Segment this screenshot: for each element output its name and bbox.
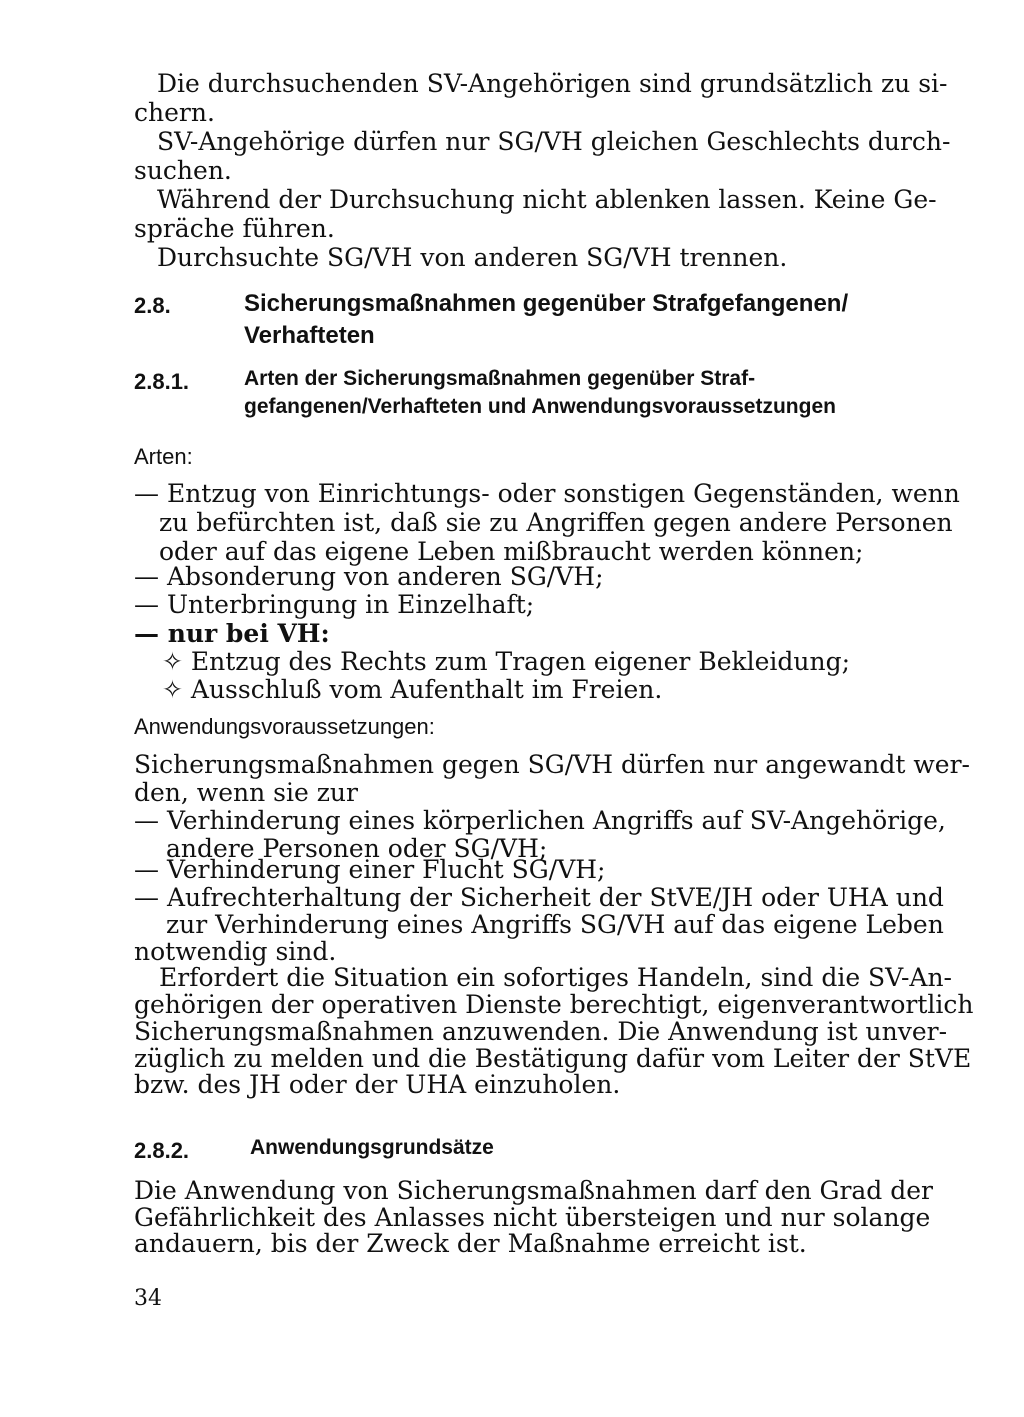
section-title-line: Arten der Sicherungsmaßnahmen gegenüber Straf- bbox=[244, 367, 756, 390]
list-item: — Entzug von Einrichtungs- oder sonstigen Gegenständen, wenn bbox=[134, 479, 960, 508]
list-item-continuation: oder auf das eigene Leben mißbraucht werden können; bbox=[159, 537, 864, 566]
text-line: spräche führen. bbox=[134, 214, 335, 243]
section-title: Anwendungsgrundsätze bbox=[250, 1136, 494, 1159]
sub-list-item: ✧ Ausschluß vom Aufenthalt im Freien. bbox=[162, 675, 663, 704]
section-title-line: Verhafteten bbox=[244, 322, 375, 349]
text-line: den, wenn sie zur bbox=[134, 778, 358, 807]
list-item-subheading: — nur bei VH: bbox=[134, 619, 330, 648]
text-line: gehörigen der operativen Dienste berechtigt, eigenverantwortlich bbox=[134, 990, 974, 1019]
text-line: notwendig sind. bbox=[134, 937, 337, 966]
list-item: — Aufrechterhaltung der Sicherheit der StVE/JH oder UHA und bbox=[134, 883, 944, 912]
text-line: andauern, bis der Zweck der Maßnahme erreicht ist. bbox=[134, 1229, 807, 1258]
text-line: Erfordert die Situation ein sofortiges Handeln, sind die SV-An- bbox=[159, 963, 952, 992]
list-item-continuation: andere Personen oder SG/VH; bbox=[166, 834, 548, 863]
text-line: Sicherungsmaßnahmen gegen SG/VH dürfen nur angewandt wer- bbox=[134, 750, 970, 779]
section-title-line: Sicherungsmaßnahmen gegenüber Strafgefangenen/ bbox=[244, 290, 849, 317]
text-line: Sicherungsmaßnahmen anzuwenden. Die Anwendung ist unver- bbox=[134, 1017, 948, 1046]
text-line: Während der Durchsuchung nicht ablenken lassen. Keine Ge- bbox=[157, 185, 937, 214]
text-line: bzw. des JH oder der UHA einzuholen. bbox=[134, 1070, 621, 1099]
text-line: Gefährlichkeit des Anlasses nicht übersteigen und nur solange bbox=[134, 1203, 931, 1232]
arten-label: Arten: bbox=[134, 444, 193, 469]
section-number: 2.8.2. bbox=[134, 1138, 190, 1163]
section-number: 2.8. bbox=[134, 293, 171, 318]
list-item: — Verhinderung einer Flucht SG/VH; bbox=[134, 855, 606, 884]
section-number: 2.8.1. bbox=[134, 369, 190, 394]
voraussetzungen-label: Anwendungsvoraussetzungen: bbox=[134, 714, 435, 739]
text-line: SV-Angehörige dürfen nur SG/VH gleichen Geschlechts durch- bbox=[157, 127, 951, 156]
list-item: — Verhinderung eines körperlichen Angriffs auf SV-Angehörige, bbox=[134, 806, 946, 835]
section-title-line: gefangenen/Verhafteten und Anwendungsvoraussetzungen bbox=[244, 395, 836, 418]
text-line: Die Anwendung von Sicherungsmaßnahmen darf den Grad der bbox=[134, 1176, 934, 1205]
text-line: Die durchsuchenden SV-Angehörigen sind grundsätzlich zu si- bbox=[157, 69, 948, 98]
sub-list-item: ✧ Entzug des Rechts zum Tragen eigener Bekleidung; bbox=[162, 647, 851, 676]
text-line: chern. bbox=[134, 98, 215, 127]
list-item: — Absonderung von anderen SG/VH; bbox=[134, 562, 604, 591]
text-line: Durchsuchte SG/VH von anderen SG/VH trennen. bbox=[157, 243, 788, 272]
list-item-continuation: zur Verhinderung eines Angriffs SG/VH auf das eigene Leben bbox=[166, 910, 944, 939]
text-line: suchen. bbox=[134, 156, 232, 185]
text-line: züglich zu melden und die Bestätigung dafür vom Leiter der StVE bbox=[134, 1044, 972, 1073]
list-item-continuation: zu befürchten ist, daß sie zu Angriffen gegen andere Personen bbox=[159, 508, 953, 537]
page-number: 34 bbox=[134, 1286, 162, 1311]
list-item: — Unterbringung in Einzelhaft; bbox=[134, 590, 535, 619]
